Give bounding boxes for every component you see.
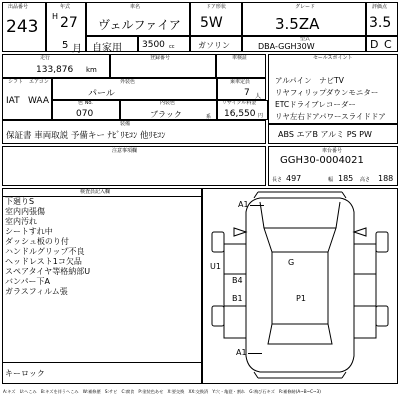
inspector-note: 室内汚れ [5, 217, 37, 226]
usage-value: 自家用 [92, 43, 122, 54]
frame-number: GGH30-0004021 [280, 155, 364, 166]
inspector-note: ガラスフィルム張 [5, 287, 68, 296]
door-label: ドア形状 [206, 4, 226, 10]
color-no-value: 070 [76, 109, 94, 119]
wheel-front-left [212, 232, 224, 252]
inspector-note: ハンドルグリップ不良 [5, 247, 85, 256]
mirror-right [354, 228, 366, 236]
selling-points-label: セールスポイント [313, 55, 353, 61]
color-label: 外装色 [120, 79, 136, 85]
capacity-unit: 人 [255, 93, 262, 100]
car-diagram [202, 188, 398, 384]
capacity-label: 乗車定員 [230, 79, 251, 85]
capacity-value: 7 [244, 88, 250, 98]
right-side [354, 244, 376, 338]
inspector-note: 室内内張傷 [5, 207, 45, 216]
interior-color-value: ブラック [150, 110, 182, 119]
door-value: 5W [200, 15, 223, 31]
interior-color-label: 内装色 [160, 100, 176, 106]
selling-point: リヤ左右ドアパワースライドドア [275, 112, 386, 121]
displacement-unit: cc [169, 44, 175, 50]
length-value: 497 [286, 174, 302, 183]
mileage-value: 133,876 [36, 65, 74, 75]
inspection-label: 車検証 [232, 55, 248, 61]
inspector-note: ダッシュ板のり付 [5, 237, 69, 246]
frame-label: 車台番号 [322, 148, 343, 154]
rear-bumper [254, 372, 346, 378]
inspector-note: バンパー下A [5, 277, 50, 286]
score-label: 評価点 [372, 4, 388, 10]
damage-mark: B1 [232, 294, 243, 303]
rear-glass [268, 324, 332, 344]
roof [272, 252, 328, 324]
year-value: 27 [60, 15, 78, 31]
month-value: 5 [62, 40, 69, 51]
damage-mark: P1 [296, 294, 306, 303]
left-side [224, 244, 246, 338]
key-note: キーロック [5, 369, 45, 378]
mileage-unit: km [86, 66, 97, 74]
shift-value: IAT [6, 96, 20, 106]
inspector-notes-list [5, 197, 90, 297]
inspector-note: シートすれ中 [5, 227, 53, 236]
grade-label: グレード [295, 4, 316, 10]
inspector-note: スペアタイヤ等格納部U [5, 267, 91, 276]
damage-mark: A1 [238, 200, 249, 209]
model-label: 型式 [300, 36, 311, 42]
ac-value: WAA [28, 96, 49, 106]
key-divider [2, 362, 202, 363]
color-no-label: 色 No. [78, 100, 93, 106]
footer-legend: A:キズ U:へこみ B:キズを伴うへこみ W:補修歴 S:サビ C:腐食 P:塗装色あせ X:要交換 XX:交換済 Y:穴・亀裂・割れ G:飛び石キズ R:補修跡(A~B~C~3) [3, 389, 321, 394]
era-value: H [52, 12, 59, 21]
shift-label: シフト [8, 79, 24, 85]
selling-points-list [275, 75, 386, 123]
inspector-label: 検査員記入欄 [80, 189, 111, 195]
recycle-label: リサイクル料金 [222, 100, 257, 106]
displacement-value: 3500 [142, 40, 165, 50]
interior-score: D [370, 38, 379, 51]
front-bumper [254, 192, 346, 198]
notes-label: 注意事項欄 [112, 148, 138, 154]
exterior-score: C [384, 38, 392, 51]
mileage-label: 走行 [40, 55, 51, 61]
damage-mark: B4 [232, 276, 243, 285]
height-label: 高さ [360, 177, 371, 183]
hood-line [260, 202, 340, 228]
windshield [264, 228, 336, 252]
wheel-front-right [376, 232, 388, 252]
mirror-left [234, 228, 246, 236]
length-label: 長さ [272, 177, 283, 183]
equipment-value: 保証書 車両取説 予備キー ﾅﾋﾞﾘﾓｺﾝ 他ﾘﾓｺﾝ [6, 131, 166, 141]
selling-point: リヤフィリップダウンモニター [275, 88, 379, 97]
damage-mark: G [288, 258, 295, 267]
month-unit: 月 [72, 44, 82, 55]
car-name-value: ヴェルファイア [98, 18, 181, 32]
color-value: パール [88, 89, 115, 99]
lot-label: 出品番号 [8, 4, 29, 10]
car-name-label: 車名 [130, 4, 141, 10]
equipment-label: 装備 [120, 121, 131, 127]
model-value: DBA-GGH30W [258, 42, 315, 51]
recycle-value: 16,550 [224, 109, 256, 119]
damage-pointer [250, 205, 264, 206]
height-value: 188 [378, 174, 394, 183]
damage-mark: A1 [236, 348, 247, 357]
lot-number: 243 [6, 17, 39, 37]
car-body-outline [246, 198, 354, 372]
ac-label: エアコン [29, 79, 49, 85]
reg-label: 登録番号 [150, 55, 171, 61]
fuel-value: ガソリン [198, 41, 230, 50]
recycle-unit: 円 [258, 113, 264, 119]
wheel-rear-left [212, 306, 224, 326]
width-label: 幅 [328, 177, 334, 183]
selling-point: アルパイン ナビTV [275, 76, 344, 85]
width-value: 185 [338, 174, 354, 183]
inspector-note: ヘッドレスト1コ欠品 [5, 257, 82, 266]
score-value: 3.5 [369, 15, 392, 31]
wheel-rear-right [376, 306, 388, 326]
grade-value: 3.5ZA [275, 15, 320, 33]
year-label: 年式 [60, 4, 71, 10]
interior-color-unit: 系 [206, 114, 212, 120]
inspector-note: 下廻りS [5, 197, 35, 206]
selling-point: ETCドライブレコーダー [275, 100, 356, 109]
damage-pointer [248, 353, 262, 354]
options-value: ABS エアB アルミ PS PW [278, 130, 372, 139]
damage-mark: U1 [210, 262, 221, 271]
